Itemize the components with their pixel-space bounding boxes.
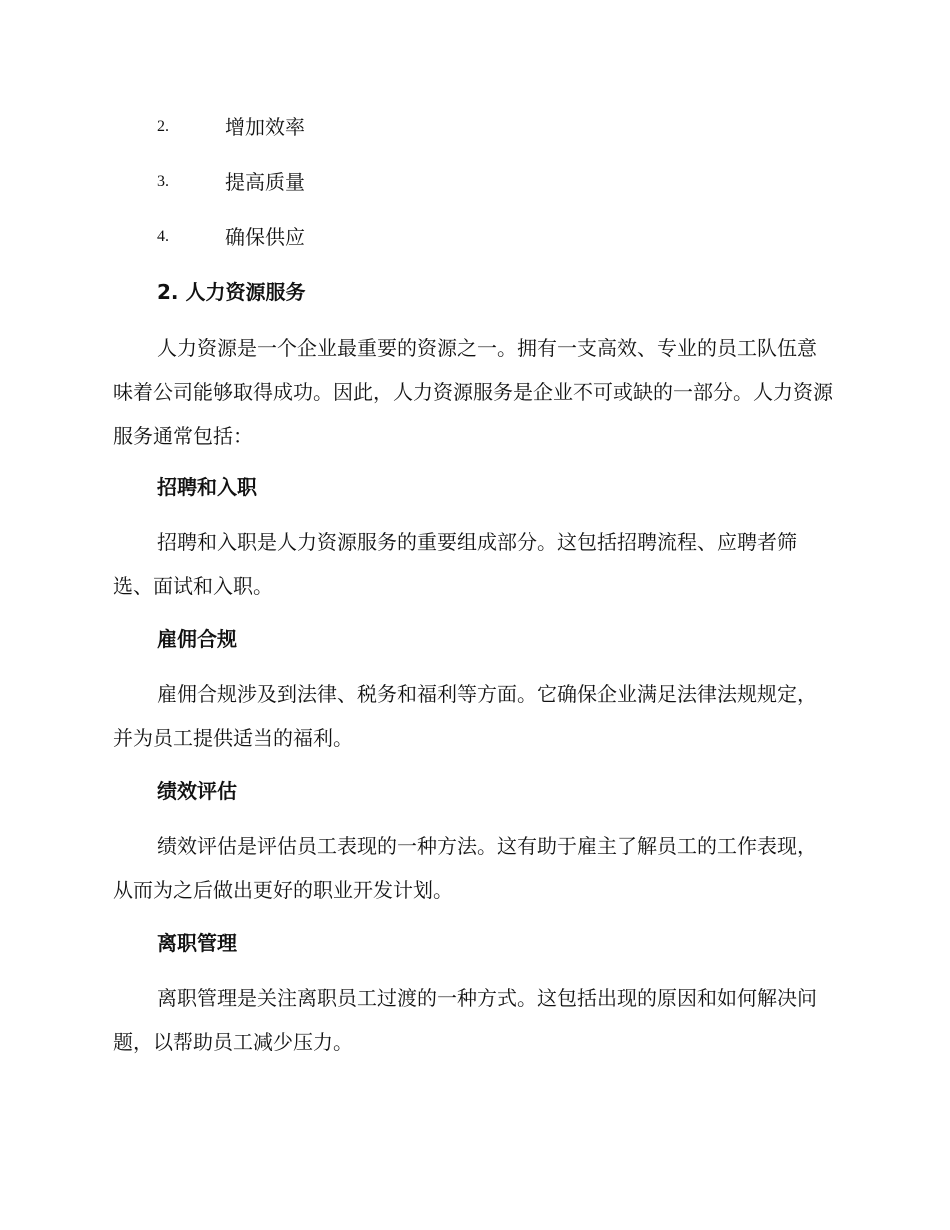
list-item-number: 3. [157,173,169,190]
list-item-text: 提高质量 [225,170,305,194]
list-item [157,222,305,252]
list-item-number: 4. [157,228,169,245]
subsection-heading-performance: 绩效评估 [157,779,237,803]
performance-paragraph: 绩效评估是评估员工表现的一种方法。这有助于雇主了解员工的工作表现，从而为之后做出更好的职业开发计划。 [113,834,817,902]
subsection-heading-offboarding: 离职管理 [157,931,237,955]
list-item-number: 2. [157,118,169,135]
compliance-paragraph: 雇佣合规涉及到法律、税务和福利等方面。它确保企业满足法律法规规定，并为员工提供适当的福利。 [113,682,817,750]
list-item-text: 确保供应 [225,225,305,249]
subsection-heading-compliance: 雇佣合规 [157,627,237,651]
recruitment-paragraph: 招聘和入职是人力资源服务的重要组成部分。这包括招聘流程、应聘者筛选、面试和入职。 [113,530,797,598]
hr-intro-paragraph: 人力资源是一个企业最重要的资源之一。拥有一支高效、专业的员工队伍意味着公司能够取得成功。因此，人力资源服务是企业不可或缺的一部分。人力资源服务通常包括： [113,336,833,448]
section-heading-hr-services: 2. 人力资源服务 [157,280,306,304]
subsection-heading-recruitment: 招聘和入职 [157,475,257,499]
list-item [157,112,305,142]
list-item-text: 增加效率 [225,115,305,139]
list-item [157,167,305,197]
offboarding-paragraph: 离职管理是关注离职员工过渡的一种方式。这包括出现的原因和如何解决问题，以帮助员工减少压力。 [113,986,817,1054]
